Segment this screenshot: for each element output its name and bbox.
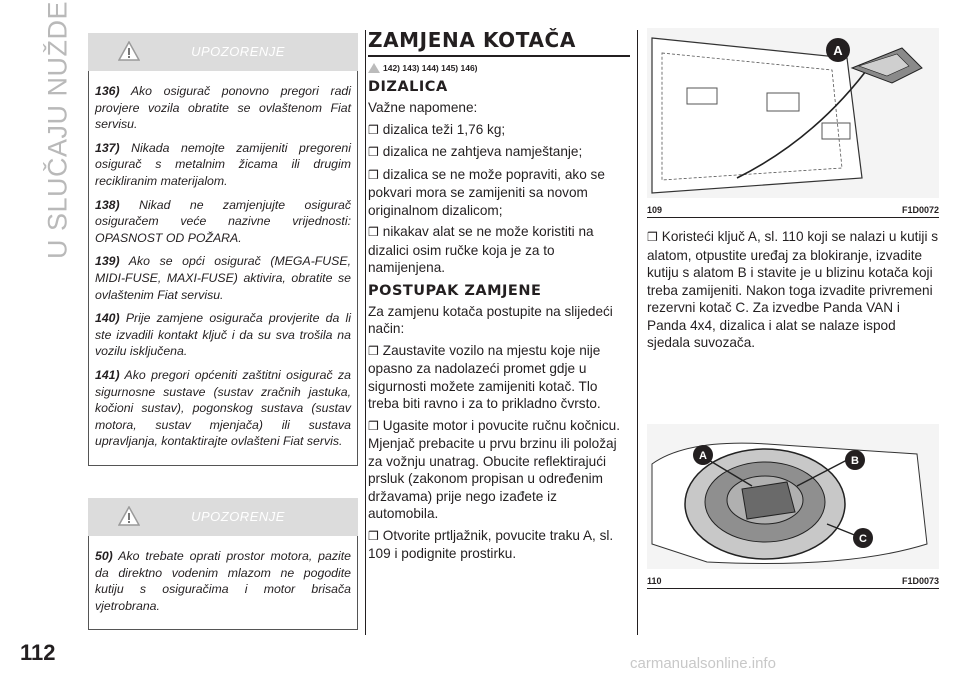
warning-box-2 bbox=[88, 498, 358, 630]
callout-a: A bbox=[699, 450, 707, 462]
warning-item-number: 136) bbox=[95, 84, 120, 98]
chapter-side-title: U SLUČAJU NUŽDE bbox=[42, 0, 73, 260]
callout-c: C bbox=[859, 533, 867, 545]
warning-references: 142) 143) 144) 145) 146) bbox=[368, 63, 630, 73]
figure-109 bbox=[647, 28, 939, 218]
warning-item-number: 141) bbox=[95, 367, 120, 382]
page-number: 112 bbox=[20, 640, 56, 665]
warning-item-text: Ako pregori općeniti zaštitni osigurač za sigurnosne sustave (sustav zračnih jastuka, kočioni sustav), pogonskog sustava (sustav motora, sustav mjenjača) ili sustava upravljanja, kontaktirajte ovlašteni Fiat servis. bbox=[95, 367, 351, 449]
warning-header bbox=[88, 33, 358, 71]
warning-item-text: Ako osigurač ponovno pregori radi provjere vozila obratite se ovlaštenom Fiat servisu. bbox=[95, 84, 351, 132]
warning-item-number: 137) bbox=[95, 140, 120, 155]
jack-note-item: ❒ dizalica ne zahtjeva namještanje; bbox=[368, 143, 630, 162]
wheel-change-section bbox=[368, 28, 630, 567]
procedure-heading: POSTUPAK ZAMJENE bbox=[368, 282, 542, 299]
figure-number: 110 bbox=[647, 576, 662, 586]
jack-note-item: ❒ dizalica teži 1,76 kg; bbox=[368, 121, 630, 140]
procedure-step: ❒ Ugasite motor i povucite ručnu kočnicu. Mjenjač prebacite u prvu brzinu ili položaj za vožnju unatrag. Obucite reflektirajući prsluk (zakonom propisan u određenim državama) prije nego izađete iz automobila. bbox=[368, 417, 630, 523]
warning-title: UPOZORENJE bbox=[191, 44, 285, 59]
figure-caption bbox=[647, 574, 939, 589]
procedure-step: ❒ Zaustavite vozilo na mjestu koje nije opasno za nadolazeći promet gdje u sigurnosti možete zamijeniti kotač. Tlo treba biti ravno i za to prikladno čvrsto. bbox=[368, 342, 630, 413]
figure-code: F1D0072 bbox=[901, 205, 939, 215]
figure-number: 109 bbox=[647, 205, 663, 215]
jack-heading: DIZALICA bbox=[368, 79, 448, 95]
callout-a: A bbox=[833, 43, 843, 58]
warning-item-number: 138) bbox=[95, 197, 120, 212]
warning-item-number: 139) bbox=[95, 254, 120, 269]
figure-caption bbox=[647, 203, 939, 218]
warning-item-text: Ako se opći osigurač (MEGA-FUSE, MIDI-FUSE, MAXI-FUSE) aktivira, obratite se ovlaštenim Fiat servisu. bbox=[95, 254, 352, 302]
procedure-intro: Za zamjenu kotača postupite na slijedeći način: bbox=[368, 303, 613, 336]
warning-item-text: Nikad ne zamjenjujte osigurač osiguračem veće nazivne vrijednosti: OPASNOST OD POŽARA. bbox=[95, 197, 352, 245]
procedure-step: ❒ Otvorite prtljažnik, povucite traku A, sl. 109 i podignite prostirku. bbox=[368, 527, 630, 563]
jack-note-item: ❒ nikakav alat se ne može koristiti na dizalici osim ručke koja je za to namijenjena. bbox=[368, 223, 630, 277]
warning-item bbox=[95, 83, 351, 133]
spare-wheel-illustration bbox=[647, 424, 939, 569]
warning-item bbox=[95, 253, 351, 303]
section-title: ZAMJENA KOTAČA bbox=[368, 28, 576, 52]
warning-item bbox=[95, 310, 351, 360]
figure-code: F1D0073 bbox=[901, 576, 939, 586]
warning-item-number: 140) bbox=[95, 311, 120, 326]
warning-item bbox=[95, 197, 351, 247]
warning-item bbox=[95, 140, 351, 190]
warning-box-1 bbox=[88, 33, 358, 466]
warning-item-text: Nikada nemojte zamijeniti pregoreni osigurač s metalnim žicama ili drugim recikliranim materijalom. bbox=[95, 140, 352, 188]
warning-small-icon bbox=[368, 63, 380, 73]
trunk-strap-illustration bbox=[647, 28, 939, 198]
warning-item bbox=[95, 548, 351, 614]
column-divider bbox=[365, 30, 366, 635]
tool-box-instructions: ❒ Koristeći ključ A, sl. 110 koji se nalazi u kutiji s alatom, otpustite uređaj za blokiranje, izvadite kutiju s alatom B i stavite je u blizinu kotača koji treba zamijeniti. Nakon toga izvadite privremeni rezervni kotač C. Za izvedbe Panda VAN i Panda 4x4, dizalica i alat se nalaze ispod sjedala suvozača. bbox=[647, 228, 939, 352]
jack-note-item: ❒ dizalica se ne može popraviti, ako se pokvari mora se zamijeniti sa novom originalnom dizalicom; bbox=[368, 166, 630, 220]
warning-item-text: Ako trebate oprati prostor motora, pazite da direktno vodenim mlazom ne pogodite kutiju s osiguračima i motor brisača vjetrobrana. bbox=[95, 549, 352, 613]
jack-intro: Važne napomene: bbox=[368, 100, 478, 115]
callout-b: B bbox=[851, 455, 859, 467]
warning-item bbox=[95, 367, 351, 450]
warning-body bbox=[88, 536, 358, 630]
column-divider bbox=[637, 30, 638, 635]
warning-item-text: Prije zamjene osigurača provjerite da li ste izvadili kontakt ključ i da su sva trošila na vozilu isključena. bbox=[95, 311, 351, 359]
warning-title: UPOZORENJE bbox=[191, 509, 285, 524]
warning-header bbox=[88, 498, 358, 536]
title-rule bbox=[368, 55, 630, 57]
warning-body bbox=[88, 71, 358, 466]
right-column bbox=[647, 28, 939, 586]
warning-item-number: 50) bbox=[95, 549, 113, 563]
figure-110 bbox=[647, 424, 939, 589]
watermark: carmanualsonline.info bbox=[630, 655, 776, 672]
